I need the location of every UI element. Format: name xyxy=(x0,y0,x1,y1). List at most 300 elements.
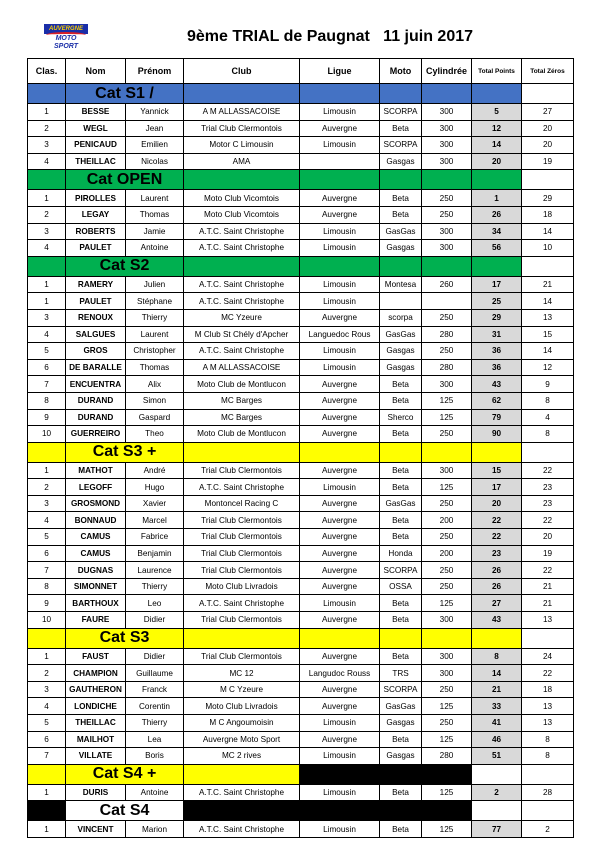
table-row xyxy=(28,665,574,682)
cell-total-points: 34 xyxy=(472,223,522,240)
cell-club: Trial Club Clermontois xyxy=(184,612,300,629)
cell-total-zeros: 9 xyxy=(522,376,574,393)
cell-rank: 3 xyxy=(28,137,66,154)
category-fill-cell xyxy=(472,628,522,648)
cell-rank: 7 xyxy=(28,748,66,765)
cell-league: Limousin xyxy=(300,595,380,612)
cell-league: Auvergne xyxy=(300,120,380,137)
column-header-displacement: Cylindrée xyxy=(422,59,472,84)
cell-total-zeros: 8 xyxy=(522,392,574,409)
cell-last-name: SIMONNET xyxy=(66,578,126,595)
cell-rank: 1 xyxy=(28,821,66,838)
category-fill-cell xyxy=(184,801,300,821)
cell-total-zeros: 13 xyxy=(522,715,574,732)
cell-total-points: 90 xyxy=(472,426,522,443)
cell-bike: Beta xyxy=(380,821,422,838)
cell-league: Auvergne xyxy=(300,578,380,595)
table-row xyxy=(28,392,574,409)
category-fill-cell xyxy=(184,256,300,276)
cell-rank: 2 xyxy=(28,665,66,682)
cell-league: Auvergne xyxy=(300,309,380,326)
cell-bike: Beta xyxy=(380,731,422,748)
cell-last-name: LONDICHE xyxy=(66,698,126,715)
category-fill-cell xyxy=(184,764,300,784)
category-fill-cell xyxy=(300,442,380,462)
cell-league: Auvergne xyxy=(300,681,380,698)
cell-bike: Gasgas xyxy=(380,748,422,765)
table-row xyxy=(28,190,574,207)
cell-bike: GasGas xyxy=(380,698,422,715)
cell-total-points: 5 xyxy=(472,104,522,121)
cell-displacement: 280 xyxy=(422,326,472,343)
cell-club: M Club St Chély d'Apcher xyxy=(184,326,300,343)
cell-first-name: André xyxy=(126,462,184,479)
table-row xyxy=(28,545,574,562)
column-header-last-name: Nom xyxy=(66,59,126,84)
cell-displacement: 300 xyxy=(422,376,472,393)
cell-league: Languedoc Rous xyxy=(300,326,380,343)
cell-displacement xyxy=(422,293,472,310)
cell-club: A M ALLASSACOISE xyxy=(184,104,300,121)
cell-first-name: Theo xyxy=(126,426,184,443)
cell-bike: Gasgas xyxy=(380,343,422,360)
cell-last-name: RAMERY xyxy=(66,276,126,293)
cell-total-points: 26 xyxy=(472,206,522,223)
cell-first-name: Nicolas xyxy=(126,153,184,170)
category-fill-cell xyxy=(472,801,522,821)
cell-total-points: 29 xyxy=(472,309,522,326)
table-row xyxy=(28,648,574,665)
cell-last-name: WEGL xyxy=(66,120,126,137)
category-fill-cell xyxy=(522,256,574,276)
category-name: Cat S4 xyxy=(66,801,184,821)
cell-last-name: THEILLAC xyxy=(66,153,126,170)
cell-league: Auvergne xyxy=(300,648,380,665)
cell-club: A.T.C. Saint Christophe xyxy=(184,293,300,310)
cell-total-zeros: 13 xyxy=(522,309,574,326)
cell-last-name: GAUTHERON xyxy=(66,681,126,698)
cell-club: M C Yzeure xyxy=(184,681,300,698)
cell-total-zeros: 13 xyxy=(522,698,574,715)
cell-first-name: Alix xyxy=(126,376,184,393)
cell-total-points: 51 xyxy=(472,748,522,765)
category-header-row xyxy=(28,256,574,276)
cell-total-zeros: 28 xyxy=(522,784,574,801)
category-name: Cat S1 / xyxy=(66,84,184,104)
cell-league: Limousin xyxy=(300,479,380,496)
cell-displacement: 250 xyxy=(422,206,472,223)
cell-league: Auvergne xyxy=(300,190,380,207)
cell-rank: 8 xyxy=(28,392,66,409)
cell-displacement: 280 xyxy=(422,748,472,765)
cell-bike: Beta xyxy=(380,426,422,443)
cell-displacement: 300 xyxy=(422,462,472,479)
cell-total-points: 56 xyxy=(472,240,522,257)
cell-club: Montoncel Racing C xyxy=(184,495,300,512)
cell-last-name: FAUST xyxy=(66,648,126,665)
cell-first-name: Stéphane xyxy=(126,293,184,310)
cell-total-points: 22 xyxy=(472,512,522,529)
cell-displacement: 250 xyxy=(422,495,472,512)
cell-bike: Beta xyxy=(380,648,422,665)
cell-displacement: 300 xyxy=(422,153,472,170)
category-fill-cell xyxy=(300,170,380,190)
cell-club: Trial Club Clermontois xyxy=(184,529,300,546)
cell-first-name: Yannick xyxy=(126,104,184,121)
table-row xyxy=(28,681,574,698)
cell-total-points: 21 xyxy=(472,681,522,698)
table-row xyxy=(28,104,574,121)
cell-total-zeros: 2 xyxy=(522,821,574,838)
cell-first-name: Thomas xyxy=(126,359,184,376)
cell-league: Limousin xyxy=(300,104,380,121)
cell-total-zeros: 20 xyxy=(522,120,574,137)
category-fill-cell xyxy=(184,628,300,648)
cell-bike: Gasgas xyxy=(380,240,422,257)
cell-displacement: 125 xyxy=(422,784,472,801)
cell-bike: scorpa xyxy=(380,309,422,326)
cell-total-zeros: 29 xyxy=(522,190,574,207)
cell-total-zeros: 24 xyxy=(522,648,574,665)
category-fill-cell xyxy=(380,170,422,190)
cell-total-points: 14 xyxy=(472,665,522,682)
column-header-league: Ligue xyxy=(300,59,380,84)
cell-last-name: MATHOT xyxy=(66,462,126,479)
cell-last-name: GROS xyxy=(66,343,126,360)
category-name: Cat S3 xyxy=(66,628,184,648)
cell-first-name: Thierry xyxy=(126,309,184,326)
cell-displacement: 125 xyxy=(422,392,472,409)
cell-bike: Sherco xyxy=(380,409,422,426)
cell-last-name: DUGNAS xyxy=(66,562,126,579)
cell-club: Moto Club Vicomtois xyxy=(184,190,300,207)
cell-bike: GasGas xyxy=(380,495,422,512)
table-row xyxy=(28,578,574,595)
cell-displacement: 250 xyxy=(422,426,472,443)
cell-bike: Beta xyxy=(380,612,422,629)
cell-bike: Montesa xyxy=(380,276,422,293)
category-fill-cell xyxy=(422,256,472,276)
cell-bike: TRS xyxy=(380,665,422,682)
cell-first-name: Didier xyxy=(126,612,184,629)
cell-rank: 2 xyxy=(28,206,66,223)
cell-rank: 2 xyxy=(28,479,66,496)
column-header-club: Club xyxy=(184,59,300,84)
cell-total-points: 27 xyxy=(472,595,522,612)
cell-first-name: Julien xyxy=(126,276,184,293)
table-row xyxy=(28,240,574,257)
cell-displacement: 300 xyxy=(422,104,472,121)
cell-rank: 2 xyxy=(28,120,66,137)
cell-rank: 10 xyxy=(28,426,66,443)
page-title: 9ème TRIAL de Paugnat 11 juin 2017 xyxy=(186,28,474,45)
cell-total-points: 26 xyxy=(472,562,522,579)
cell-bike: Beta xyxy=(380,595,422,612)
cell-total-points: 1 xyxy=(472,190,522,207)
table-row xyxy=(28,562,574,579)
cell-club: A.T.C. Saint Christophe xyxy=(184,240,300,257)
cell-first-name: Gaspard xyxy=(126,409,184,426)
cell-club: MC Barges xyxy=(184,409,300,426)
cell-total-zeros: 22 xyxy=(522,512,574,529)
cell-first-name: Guillaume xyxy=(126,665,184,682)
table-row xyxy=(28,529,574,546)
cell-bike: Gasgas xyxy=(380,153,422,170)
table-row xyxy=(28,495,574,512)
cell-displacement: 125 xyxy=(422,409,472,426)
cell-first-name: Emilien xyxy=(126,137,184,154)
cell-total-points: 62 xyxy=(472,392,522,409)
cell-displacement: 300 xyxy=(422,120,472,137)
category-fill-cell xyxy=(522,801,574,821)
category-rank-cell xyxy=(28,801,66,821)
table-row xyxy=(28,137,574,154)
cell-bike: SCORPA xyxy=(380,137,422,154)
cell-league: Auvergne xyxy=(300,698,380,715)
category-name: Cat OPEN xyxy=(66,170,184,190)
cell-club: Moto Club Vicomtois xyxy=(184,206,300,223)
cell-rank: 4 xyxy=(28,512,66,529)
cell-displacement: 125 xyxy=(422,821,472,838)
cell-last-name: FAURE xyxy=(66,612,126,629)
category-fill-cell xyxy=(472,764,522,784)
cell-rank: 1 xyxy=(28,293,66,310)
cell-total-zeros: 22 xyxy=(522,562,574,579)
cell-rank: 1 xyxy=(28,190,66,207)
cell-total-zeros: 18 xyxy=(522,206,574,223)
cell-club: A.T.C. Saint Christophe xyxy=(184,595,300,612)
cell-league: Limousin xyxy=(300,784,380,801)
cell-total-zeros: 8 xyxy=(522,731,574,748)
cell-bike: Beta xyxy=(380,392,422,409)
cell-rank: 3 xyxy=(28,223,66,240)
category-fill-cell xyxy=(380,628,422,648)
cell-total-points: 14 xyxy=(472,137,522,154)
table-row xyxy=(28,293,574,310)
cell-rank: 6 xyxy=(28,545,66,562)
table-row xyxy=(28,120,574,137)
category-fill-cell xyxy=(380,764,422,784)
category-fill-cell xyxy=(300,256,380,276)
category-rank-cell xyxy=(28,256,66,276)
cell-league: Limousin xyxy=(300,343,380,360)
cell-displacement: 125 xyxy=(422,731,472,748)
cell-bike: OSSA xyxy=(380,578,422,595)
cell-first-name: Benjamin xyxy=(126,545,184,562)
cell-first-name: Jean xyxy=(126,120,184,137)
cell-last-name: PAULET xyxy=(66,240,126,257)
category-fill-cell xyxy=(184,170,300,190)
cell-total-zeros: 14 xyxy=(522,343,574,360)
cell-rank: 3 xyxy=(28,309,66,326)
cell-last-name: CHAMPION xyxy=(66,665,126,682)
cell-club: A.T.C. Saint Christophe xyxy=(184,784,300,801)
column-header-first-name: Prénom xyxy=(126,59,184,84)
cell-bike: Gasgas xyxy=(380,715,422,732)
cell-bike: GasGas xyxy=(380,223,422,240)
cell-rank: 1 xyxy=(28,462,66,479)
cell-rank: 1 xyxy=(28,648,66,665)
cell-club: Trial Club Clermontois xyxy=(184,462,300,479)
results-table xyxy=(27,58,574,838)
cell-displacement: 300 xyxy=(422,137,472,154)
logo-top-text: AUVERGNE xyxy=(44,24,88,34)
cell-bike: Honda xyxy=(380,545,422,562)
cell-total-points: 2 xyxy=(472,784,522,801)
cell-rank: 4 xyxy=(28,698,66,715)
cell-league: Limousin xyxy=(300,223,380,240)
cell-club: M C Angoumoisin xyxy=(184,715,300,732)
cell-total-zeros: 21 xyxy=(522,276,574,293)
table-row xyxy=(28,612,574,629)
cell-club: A.T.C. Saint Christophe xyxy=(184,223,300,240)
cell-total-points: 33 xyxy=(472,698,522,715)
cell-total-points: 17 xyxy=(472,479,522,496)
cell-bike: Beta xyxy=(380,206,422,223)
cell-rank: 4 xyxy=(28,240,66,257)
cell-last-name: MAILHOT xyxy=(66,731,126,748)
cell-last-name: SALGUES xyxy=(66,326,126,343)
category-name: Cat S4 + xyxy=(66,764,184,784)
cell-rank: 9 xyxy=(28,409,66,426)
cell-league: Auvergne xyxy=(300,562,380,579)
cell-first-name: Jamie xyxy=(126,223,184,240)
category-fill-cell xyxy=(522,84,574,104)
cell-rank: 8 xyxy=(28,578,66,595)
table-row xyxy=(28,276,574,293)
cell-total-zeros: 23 xyxy=(522,479,574,496)
cell-total-zeros: 23 xyxy=(522,495,574,512)
cell-rank: 5 xyxy=(28,715,66,732)
cell-last-name: PAULET xyxy=(66,293,126,310)
cell-total-zeros: 14 xyxy=(522,223,574,240)
cell-club: Auvergne Moto Sport xyxy=(184,731,300,748)
column-header-total-zeros: Total Zéros xyxy=(522,59,574,84)
category-name: Cat S2 xyxy=(66,256,184,276)
cell-club: Trial Club Clermontois xyxy=(184,512,300,529)
category-fill-cell xyxy=(422,628,472,648)
category-fill-cell xyxy=(380,256,422,276)
cell-bike xyxy=(380,293,422,310)
cell-total-points: 31 xyxy=(472,326,522,343)
cell-first-name: Laurence xyxy=(126,562,184,579)
category-fill-cell xyxy=(300,628,380,648)
cell-league: Auvergne xyxy=(300,206,380,223)
cell-bike: Beta xyxy=(380,784,422,801)
cell-total-zeros: 4 xyxy=(522,409,574,426)
cell-rank: 5 xyxy=(28,343,66,360)
cell-last-name: ENCUENTRA xyxy=(66,376,126,393)
cell-first-name: Marion xyxy=(126,821,184,838)
category-rank-cell xyxy=(28,764,66,784)
cell-first-name: Boris xyxy=(126,748,184,765)
table-row xyxy=(28,512,574,529)
cell-first-name: Thierry xyxy=(126,578,184,595)
cell-first-name: Thomas xyxy=(126,206,184,223)
cell-total-zeros: 12 xyxy=(522,359,574,376)
cell-rank: 6 xyxy=(28,359,66,376)
category-fill-cell xyxy=(472,170,522,190)
cell-rank: 9 xyxy=(28,595,66,612)
cell-club: A.T.C. Saint Christophe xyxy=(184,343,300,360)
cell-club: AMA xyxy=(184,153,300,170)
cell-displacement: 300 xyxy=(422,648,472,665)
table-body xyxy=(28,84,574,838)
cell-last-name: BARTHOUX xyxy=(66,595,126,612)
cell-displacement: 250 xyxy=(422,681,472,698)
cell-bike: Beta xyxy=(380,376,422,393)
table-row xyxy=(28,731,574,748)
cell-displacement: 250 xyxy=(422,343,472,360)
cell-bike: Beta xyxy=(380,462,422,479)
cell-total-points: 77 xyxy=(472,821,522,838)
table-row xyxy=(28,821,574,838)
cell-first-name: Antoine xyxy=(126,240,184,257)
cell-last-name: PIROLLES xyxy=(66,190,126,207)
category-fill-cell xyxy=(380,442,422,462)
cell-league: Auvergne xyxy=(300,376,380,393)
cell-total-zeros: 14 xyxy=(522,293,574,310)
cell-league: Auvergne xyxy=(300,731,380,748)
cell-club: A M ALLASSACOISE xyxy=(184,359,300,376)
cell-club: Trial Club Clermontois xyxy=(184,648,300,665)
cell-total-zeros: 20 xyxy=(522,529,574,546)
cell-last-name: BONNAUD xyxy=(66,512,126,529)
cell-last-name: RENOUX xyxy=(66,309,126,326)
cell-total-points: 23 xyxy=(472,545,522,562)
cell-total-points: 8 xyxy=(472,648,522,665)
cell-rank: 3 xyxy=(28,495,66,512)
cell-rank: 7 xyxy=(28,376,66,393)
cell-displacement: 125 xyxy=(422,479,472,496)
category-fill-cell xyxy=(300,801,380,821)
cell-first-name: Didier xyxy=(126,648,184,665)
cell-league: Limousin xyxy=(300,293,380,310)
cell-last-name: DURAND xyxy=(66,392,126,409)
cell-club: Moto Club Livradois xyxy=(184,698,300,715)
cell-league: Auvergne xyxy=(300,512,380,529)
cell-total-zeros: 10 xyxy=(522,240,574,257)
cell-total-points: 25 xyxy=(472,293,522,310)
cell-last-name: LEGOFF xyxy=(66,479,126,496)
cell-first-name: Marcel xyxy=(126,512,184,529)
cell-rank: 10 xyxy=(28,612,66,629)
cell-last-name: ROBERTS xyxy=(66,223,126,240)
cell-league: Auvergne xyxy=(300,409,380,426)
cell-last-name: DURAND xyxy=(66,409,126,426)
cell-bike: Beta xyxy=(380,190,422,207)
cell-displacement: 280 xyxy=(422,359,472,376)
cell-displacement: 260 xyxy=(422,276,472,293)
cell-club: MC 2 rives xyxy=(184,748,300,765)
cell-displacement: 250 xyxy=(422,190,472,207)
cell-bike: SCORPA xyxy=(380,562,422,579)
cell-bike: Gasgas xyxy=(380,359,422,376)
cell-league: Auvergne xyxy=(300,462,380,479)
cell-league: Limousin xyxy=(300,276,380,293)
table-row xyxy=(28,426,574,443)
cell-league: Auvergne xyxy=(300,529,380,546)
category-fill-cell xyxy=(522,442,574,462)
cell-first-name: Simon xyxy=(126,392,184,409)
cell-total-zeros: 22 xyxy=(522,462,574,479)
cell-total-zeros: 27 xyxy=(522,104,574,121)
cell-league: Auvergne xyxy=(300,545,380,562)
auvergne-moto-sport-logo xyxy=(44,24,88,52)
category-fill-cell xyxy=(422,801,472,821)
cell-last-name: DURIS xyxy=(66,784,126,801)
cell-total-points: 46 xyxy=(472,731,522,748)
